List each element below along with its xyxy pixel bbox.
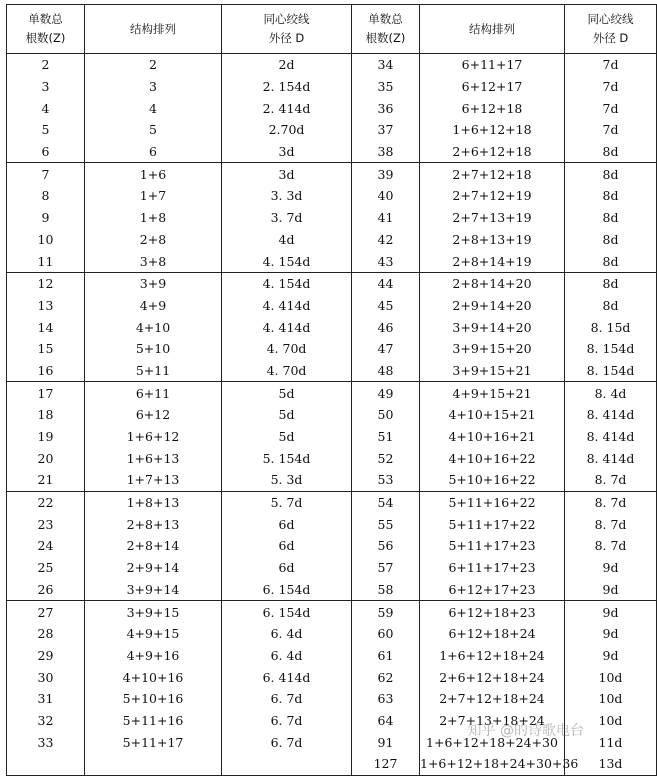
table-row: [7, 119, 657, 141]
strand-table-sheet: [6, 4, 635, 772]
table-row: [7, 295, 657, 317]
cell-structure-left: 5+11: [85, 360, 222, 382]
cell-total-count-left: 16: [7, 360, 85, 382]
cell-diameter-left: 4. 70d: [222, 338, 352, 360]
cell-structure-left: 3+9: [85, 272, 222, 294]
cell-total-count-right: 59: [352, 601, 420, 623]
cell-total-count-right: 53: [352, 469, 420, 491]
cell-structure-right: 2+7+13+19: [420, 207, 565, 229]
cell-diameter-left: 2. 414d: [222, 97, 352, 119]
cell-structure-right: 5+11+16+22: [420, 491, 565, 513]
cell-total-count-right: 61: [352, 645, 420, 667]
cell-diameter-left: 2.70d: [222, 119, 352, 141]
cell-total-count-left: 23: [7, 513, 85, 535]
cell-diameter-right: 13d: [565, 753, 657, 775]
cell-total-count-left: [7, 753, 85, 775]
cell-total-count-right: 63: [352, 688, 420, 710]
table-row: [7, 338, 657, 360]
cell-total-count-left: 2: [7, 54, 85, 76]
cell-diameter-left: 3d: [222, 163, 352, 185]
header-row: [7, 5, 657, 54]
cell-total-count-left: 33: [7, 731, 85, 753]
cell-diameter-right: 8. 414d: [565, 447, 657, 469]
cell-structure-right: 3+9+14+20: [420, 316, 565, 338]
table-row: [7, 360, 657, 382]
cell-structure-right: 6+12+18+23: [420, 601, 565, 623]
cell-total-count-right: 49: [352, 382, 420, 404]
table-row: [7, 229, 657, 251]
cell-structure-right: 2+8+14+19: [420, 250, 565, 272]
cell-structure-left: 5+10: [85, 338, 222, 360]
table-row: [7, 163, 657, 185]
cell-structure-left: 6: [85, 141, 222, 163]
cell-structure-left: [85, 753, 222, 775]
header-total-count-left: [7, 5, 85, 54]
header-line: 外径 D: [592, 31, 629, 45]
cell-structure-right: 4+9+15+21: [420, 382, 565, 404]
cell-structure-left: 3+9+14: [85, 579, 222, 601]
table-row: [7, 469, 657, 491]
cell-structure-left: 4+10+16: [85, 666, 222, 688]
cell-total-count-left: 18: [7, 404, 85, 426]
cell-structure-right: 3+9+15+20: [420, 338, 565, 360]
cell-diameter-left: 2. 154d: [222, 76, 352, 98]
cell-diameter-right: 8. 414d: [565, 404, 657, 426]
cell-structure-left: 2+8: [85, 229, 222, 251]
cell-total-count-right: 58: [352, 579, 420, 601]
cell-diameter-left: 4. 70d: [222, 360, 352, 382]
header-line: 结构排列: [130, 21, 176, 36]
cell-total-count-left: 19: [7, 426, 85, 448]
table-row: [7, 623, 657, 645]
table-row: [7, 579, 657, 601]
cell-total-count-right: 46: [352, 316, 420, 338]
cell-total-count-left: 15: [7, 338, 85, 360]
cell-total-count-left: 25: [7, 557, 85, 579]
table-row: [7, 491, 657, 513]
cell-structure-right: 2+6+12+18: [420, 141, 565, 163]
cell-diameter-right: 8. 7d: [565, 535, 657, 557]
cell-diameter-right: 8d: [565, 163, 657, 185]
cell-structure-left: 5+11+17: [85, 731, 222, 753]
header-line: 根数(Z): [25, 31, 66, 45]
cell-structure-left: 1+8+13: [85, 491, 222, 513]
cell-total-count-left: 3: [7, 76, 85, 98]
header-line: 同心绞线: [587, 12, 634, 26]
cell-structure-right: 3+9+15+21: [420, 360, 565, 382]
cell-total-count-left: 12: [7, 272, 85, 294]
cell-diameter-right: 8d: [565, 272, 657, 294]
cell-diameter-right: 8d: [565, 207, 657, 229]
table-row: [7, 557, 657, 579]
table-row: [7, 97, 657, 119]
cell-total-count-left: 28: [7, 623, 85, 645]
cell-total-count-right: 44: [352, 272, 420, 294]
table-row: [7, 141, 657, 163]
cell-diameter-left: 6d: [222, 513, 352, 535]
cell-total-count-right: 55: [352, 513, 420, 535]
table-row: [7, 404, 657, 426]
cell-structure-right: 5+10+16+22: [420, 469, 565, 491]
cell-diameter-left: 4. 414d: [222, 295, 352, 317]
cell-total-count-left: 30: [7, 666, 85, 688]
cell-diameter-right: 8d: [565, 295, 657, 317]
table-row: [7, 272, 657, 294]
table-row: [7, 447, 657, 469]
cell-structure-right: 1+6+12+18: [420, 119, 565, 141]
cell-structure-right: 6+12+18: [420, 97, 565, 119]
cell-structure-right: 2+7+12+19: [420, 185, 565, 207]
cell-diameter-right: 11d: [565, 731, 657, 753]
cell-total-count-left: 21: [7, 469, 85, 491]
header-line: 结构排列: [469, 21, 515, 36]
cell-total-count-right: 50: [352, 404, 420, 426]
table-row: [7, 731, 657, 753]
cell-diameter-right: 8. 7d: [565, 513, 657, 535]
cell-total-count-right: 43: [352, 250, 420, 272]
cell-diameter-right: 8d: [565, 229, 657, 251]
cell-total-count-left: 13: [7, 295, 85, 317]
cell-total-count-left: 5: [7, 119, 85, 141]
cell-structure-left: 2+8+13: [85, 513, 222, 535]
cell-total-count-right: 91: [352, 731, 420, 753]
cell-structure-left: 6+12: [85, 404, 222, 426]
cell-structure-right: 2+6+12+18+24: [420, 666, 565, 688]
cell-total-count-left: 32: [7, 710, 85, 732]
cell-diameter-right: 9d: [565, 557, 657, 579]
cell-diameter-left: 6. 154d: [222, 601, 352, 623]
table-row: [7, 426, 657, 448]
table-row: [7, 207, 657, 229]
cell-structure-right: 2+7+12+18+24: [420, 688, 565, 710]
table-row: [7, 710, 657, 732]
table-row: [7, 753, 657, 775]
cell-structure-right: 2+8+13+19: [420, 229, 565, 251]
header-line: 同心绞线: [263, 12, 310, 26]
cell-total-count-right: 40: [352, 185, 420, 207]
cell-structure-right: 5+11+17+23: [420, 535, 565, 557]
cell-diameter-left: 6. 4d: [222, 623, 352, 645]
cell-diameter-left: 5. 7d: [222, 491, 352, 513]
table-row: [7, 316, 657, 338]
cell-diameter-left: 6. 414d: [222, 666, 352, 688]
cell-structure-left: 4+9: [85, 295, 222, 317]
header-structure-right: [420, 5, 565, 54]
table-row: [7, 513, 657, 535]
cell-structure-right: 4+10+15+21: [420, 404, 565, 426]
table-row: [7, 250, 657, 272]
cell-diameter-left: 6d: [222, 535, 352, 557]
cell-diameter-left: 5d: [222, 382, 352, 404]
cell-total-count-right: 56: [352, 535, 420, 557]
cell-structure-left: 1+6+13: [85, 447, 222, 469]
cell-structure-left: 2+9+14: [85, 557, 222, 579]
cell-total-count-left: 24: [7, 535, 85, 557]
cell-diameter-left: 4d: [222, 229, 352, 251]
cell-diameter-left: 5. 154d: [222, 447, 352, 469]
table-row: [7, 666, 657, 688]
cell-structure-right: 1+6+12+18+24: [420, 645, 565, 667]
cell-total-count-right: 127: [352, 753, 420, 775]
cell-structure-left: 5+10+16: [85, 688, 222, 710]
header-diameter-left: [222, 5, 352, 54]
table-body: [7, 54, 657, 776]
cell-diameter-right: 9d: [565, 645, 657, 667]
cell-structure-right: 6+12+17: [420, 76, 565, 98]
cell-total-count-left: 6: [7, 141, 85, 163]
cell-total-count-right: 37: [352, 119, 420, 141]
cell-structure-left: 3+8: [85, 250, 222, 272]
cell-structure-left: 1+6: [85, 163, 222, 185]
cell-diameter-left: [222, 753, 352, 775]
cell-total-count-left: 29: [7, 645, 85, 667]
cell-structure-left: 4+9+15: [85, 623, 222, 645]
cell-diameter-right: 8. 7d: [565, 469, 657, 491]
cell-diameter-left: 3d: [222, 141, 352, 163]
cell-total-count-left: 22: [7, 491, 85, 513]
cell-structure-right: 1+6+12+18+24+30: [420, 731, 565, 753]
cell-total-count-right: 36: [352, 97, 420, 119]
cell-structure-left: 1+6+12: [85, 426, 222, 448]
cell-total-count-right: 57: [352, 557, 420, 579]
cell-diameter-left: 6. 7d: [222, 710, 352, 732]
cell-diameter-right: 8. 4d: [565, 382, 657, 404]
cell-diameter-left: 4. 154d: [222, 250, 352, 272]
cell-total-count-left: 17: [7, 382, 85, 404]
table-row: [7, 645, 657, 667]
stranded-conductor-table: [6, 4, 657, 776]
cell-structure-left: 5: [85, 119, 222, 141]
table-row: [7, 688, 657, 710]
cell-diameter-right: 8d: [565, 141, 657, 163]
table-row: [7, 76, 657, 98]
cell-diameter-right: 9d: [565, 579, 657, 601]
cell-total-count-left: 26: [7, 579, 85, 601]
header-diameter-right: [565, 5, 657, 54]
cell-total-count-right: 52: [352, 447, 420, 469]
cell-total-count-left: 11: [7, 250, 85, 272]
cell-diameter-right: 7d: [565, 97, 657, 119]
cell-diameter-left: 6. 154d: [222, 579, 352, 601]
cell-structure-right: 1+6+12+18+24+30+36: [420, 753, 565, 775]
header-total-count-right: [352, 5, 420, 54]
cell-diameter-left: 5d: [222, 426, 352, 448]
cell-structure-left: 1+8: [85, 207, 222, 229]
cell-diameter-left: 6. 7d: [222, 688, 352, 710]
table-header: [7, 5, 657, 54]
header-line: 单数总: [28, 12, 63, 26]
cell-diameter-left: 4. 414d: [222, 316, 352, 338]
cell-diameter-left: 2d: [222, 54, 352, 76]
table-row: [7, 535, 657, 557]
cell-total-count-right: 42: [352, 229, 420, 251]
cell-structure-left: 4+10: [85, 316, 222, 338]
cell-total-count-left: 4: [7, 97, 85, 119]
cell-diameter-right: 8. 7d: [565, 491, 657, 513]
cell-total-count-right: 39: [352, 163, 420, 185]
cell-diameter-left: 6. 7d: [222, 731, 352, 753]
cell-total-count-left: 8: [7, 185, 85, 207]
cell-diameter-left: 4. 154d: [222, 272, 352, 294]
cell-diameter-left: 6d: [222, 557, 352, 579]
cell-diameter-left: 3. 3d: [222, 185, 352, 207]
cell-total-count-left: 10: [7, 229, 85, 251]
cell-structure-left: 6+11: [85, 382, 222, 404]
cell-structure-right: 6+11+17: [420, 54, 565, 76]
cell-diameter-right: 10d: [565, 688, 657, 710]
cell-structure-right: 2+8+14+20: [420, 272, 565, 294]
cell-structure-left: 3: [85, 76, 222, 98]
cell-total-count-right: 54: [352, 491, 420, 513]
header-line: 单数总: [368, 12, 403, 26]
table-row: [7, 382, 657, 404]
cell-total-count-right: 47: [352, 338, 420, 360]
cell-structure-left: 2: [85, 54, 222, 76]
cell-diameter-right: 9d: [565, 623, 657, 645]
cell-diameter-left: 3. 7d: [222, 207, 352, 229]
cell-structure-right: 6+11+17+23: [420, 557, 565, 579]
cell-diameter-right: 8. 154d: [565, 360, 657, 382]
cell-diameter-left: 6. 4d: [222, 645, 352, 667]
cell-total-count-left: 9: [7, 207, 85, 229]
cell-structure-left: 5+11+16: [85, 710, 222, 732]
cell-structure-left: 1+7+13: [85, 469, 222, 491]
cell-diameter-right: 7d: [565, 119, 657, 141]
table-row: [7, 601, 657, 623]
cell-diameter-right: 9d: [565, 601, 657, 623]
cell-structure-left: 4: [85, 97, 222, 119]
cell-diameter-left: 5. 3d: [222, 469, 352, 491]
cell-diameter-right: 8. 15d: [565, 316, 657, 338]
cell-total-count-right: 45: [352, 295, 420, 317]
cell-structure-right: 4+10+16+21: [420, 426, 565, 448]
header-line: 外径 D: [268, 31, 305, 45]
cell-structure-right: 4+10+16+22: [420, 447, 565, 469]
cell-total-count-right: 64: [352, 710, 420, 732]
cell-total-count-right: 51: [352, 426, 420, 448]
cell-structure-left: 1+7: [85, 185, 222, 207]
header-structure-left: [85, 5, 222, 54]
cell-structure-right: 5+11+17+22: [420, 513, 565, 535]
cell-total-count-left: 7: [7, 163, 85, 185]
cell-structure-left: 4+9+16: [85, 645, 222, 667]
cell-diameter-right: 10d: [565, 710, 657, 732]
cell-diameter-right: 8d: [565, 250, 657, 272]
cell-total-count-right: 35: [352, 76, 420, 98]
cell-structure-right: 2+7+12+18: [420, 163, 565, 185]
cell-total-count-right: 62: [352, 666, 420, 688]
cell-diameter-left: 5d: [222, 404, 352, 426]
cell-diameter-right: 10d: [565, 666, 657, 688]
cell-diameter-right: 7d: [565, 76, 657, 98]
cell-total-count-left: 31: [7, 688, 85, 710]
cell-diameter-right: 8d: [565, 185, 657, 207]
cell-structure-right: 6+12+18+24: [420, 623, 565, 645]
table-row: [7, 54, 657, 76]
cell-total-count-right: 34: [352, 54, 420, 76]
cell-diameter-right: 7d: [565, 54, 657, 76]
cell-structure-left: 3+9+15: [85, 601, 222, 623]
cell-total-count-left: 20: [7, 447, 85, 469]
cell-structure-right: 2+7+13+18+24: [420, 710, 565, 732]
cell-total-count-left: 27: [7, 601, 85, 623]
cell-diameter-right: 8. 414d: [565, 426, 657, 448]
cell-structure-right: 2+9+14+20: [420, 295, 565, 317]
cell-total-count-right: 41: [352, 207, 420, 229]
cell-total-count-right: 48: [352, 360, 420, 382]
cell-total-count-right: 60: [352, 623, 420, 645]
cell-structure-left: 2+8+14: [85, 535, 222, 557]
cell-total-count-right: 38: [352, 141, 420, 163]
watermark: 知乎 @的诗歌电台: [467, 723, 584, 739]
cell-diameter-right: 8. 154d: [565, 338, 657, 360]
cell-total-count-left: 14: [7, 316, 85, 338]
cell-structure-right: 6+12+17+23: [420, 579, 565, 601]
header-line: 根数(Z): [365, 31, 406, 45]
table-row: [7, 185, 657, 207]
